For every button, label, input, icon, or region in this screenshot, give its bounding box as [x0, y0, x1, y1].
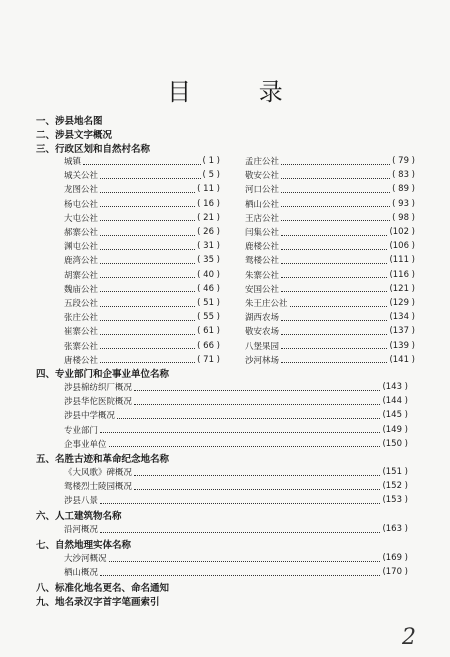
toc-entry: [64, 169, 220, 181]
section-heading-2: 二、涉县文字概况: [36, 130, 113, 141]
leader-dots: [281, 271, 387, 278]
leader-dots: [100, 426, 380, 433]
toc-entry: [64, 325, 220, 337]
toc-entry-page: (144 ): [382, 396, 408, 407]
toc-entry: [64, 155, 220, 167]
leader-dots: [100, 214, 195, 221]
toc-entry-page: (169 ): [382, 553, 408, 563]
toc-entry-name: 安国公社: [245, 284, 280, 295]
section-heading-4: 四、专业部门和企事业单位名称: [36, 369, 170, 380]
toc-entry-name: 大沙河概况: [64, 554, 107, 564]
leader-dots: [281, 186, 390, 193]
leader-dots: [100, 300, 195, 307]
toc-entry-name: 闫集公社: [245, 228, 280, 238]
leader-dots: [100, 257, 195, 264]
toc-entry-page: (143 ): [382, 382, 408, 392]
toc-entry-name: 鹿楼公社: [245, 242, 280, 253]
leader-dots: [134, 398, 380, 405]
section-heading-3: 三、行政区划和自然村名称: [36, 144, 151, 155]
toc-entry: [64, 254, 220, 266]
toc-entry-page: ( 11 ): [197, 184, 220, 195]
toc-entry: [245, 254, 415, 266]
toc-entry-page: (163 ): [382, 524, 408, 534]
toc-entry-page: ( 61 ): [197, 326, 220, 337]
section-heading-9: 九、地名录汉字首字笔画索引: [36, 597, 160, 608]
toc-entry-name: 张庄公社: [64, 313, 99, 324]
toc-entry-page: (151 ): [382, 467, 408, 477]
toc-entry: [245, 269, 415, 281]
toc-entry-name: 王店公社: [245, 213, 280, 224]
toc-entry-page: ( 66 ): [197, 340, 220, 351]
toc-entry-name: 敬安农场: [245, 327, 280, 338]
leader-dots: [100, 328, 195, 335]
toc-entry: [64, 566, 408, 578]
toc-entry: [245, 226, 415, 238]
page-title: 目 录: [167, 78, 313, 106]
toc-entry-name: 鸳楼公社: [245, 256, 280, 267]
toc-entry-page: ( 83 ): [392, 170, 415, 181]
toc-entry-page: ( 98 ): [392, 212, 415, 223]
leader-dots: [281, 229, 387, 236]
toc-entry-name: 朱寨公社: [245, 270, 280, 281]
toc-entry: [64, 395, 408, 407]
toc-entry-name: 沙河林场: [245, 355, 280, 366]
toc-entry: [64, 269, 220, 281]
leader-dots: [281, 356, 387, 363]
leader-dots: [100, 172, 201, 179]
leader-dots: [290, 300, 388, 307]
toc-entry-name: 魏庙公社: [64, 284, 99, 295]
toc-entry-page: (150 ): [382, 438, 408, 449]
toc-entry: [64, 409, 408, 421]
toc-entry-page: ( 40 ): [197, 269, 220, 280]
toc-entry: [64, 283, 220, 295]
toc-entry-name: 大屯公社: [64, 213, 99, 224]
toc-entry: [245, 212, 415, 224]
leader-dots: [100, 314, 195, 321]
leader-dots: [100, 342, 195, 349]
section-heading-7: 七、自然地理实体名称: [36, 540, 132, 551]
toc-entry-name: 朱王庄公社: [245, 299, 288, 309]
toc-entry: [64, 240, 220, 252]
toc-entry-page: ( 93 ): [392, 198, 415, 209]
leader-dots: [109, 555, 381, 562]
toc-entry: [64, 552, 408, 564]
toc-entry-page: ( 26 ): [197, 227, 220, 237]
section-heading-8: 八、标准化地名更名、命名通知: [36, 583, 170, 594]
leader-dots: [100, 356, 195, 363]
toc-entry-page: ( 1 ): [202, 156, 220, 166]
leader-dots: [281, 243, 387, 250]
toc-entry: [245, 155, 415, 167]
leader-dots: [100, 243, 195, 250]
toc-entry: [64, 494, 408, 506]
toc-entry: [64, 381, 408, 393]
toc-entry-name: 专业部门: [64, 425, 99, 436]
toc-entry-name: 《大风歌》碑概况: [64, 468, 133, 478]
leader-dots: [109, 440, 381, 447]
toc-entry-page: ( 46 ): [197, 283, 220, 294]
toc-entry-page: (170 ): [382, 567, 408, 578]
toc-entry: [64, 340, 220, 352]
toc-entry-page: ( 5 ): [202, 170, 220, 181]
toc-entry-name: 渊屯公社: [64, 242, 99, 253]
toc-entry-page: (134 ): [389, 312, 415, 323]
toc-entry-page: (137 ): [389, 326, 415, 337]
section-heading-5: 五、名胜古迹和革命纪念地名称: [36, 454, 170, 465]
leader-dots: [100, 200, 195, 207]
leader-dots: [100, 526, 380, 533]
toc-entry: [64, 212, 220, 224]
toc-entry-page: ( 21 ): [197, 212, 220, 223]
toc-entry-name: 鸳楼烈士陵园概况: [64, 482, 133, 493]
toc-entry: [245, 169, 415, 181]
toc-entry-page: (139 ): [389, 340, 415, 351]
toc-entry-page: (116 ): [389, 269, 415, 280]
toc-entry: [64, 198, 220, 210]
toc-entry-name: 栖山公社: [245, 199, 280, 210]
toc-entry: [64, 466, 408, 478]
toc-entry-name: 唐楼公社: [64, 355, 99, 366]
toc-entry-page: (111 ): [389, 255, 415, 266]
toc-entry: [64, 183, 220, 195]
toc-entry-page: ( 16 ): [197, 198, 220, 209]
toc-entry-name: 城镇: [64, 157, 82, 167]
toc-entry: [245, 354, 415, 366]
leader-dots: [134, 483, 380, 490]
leader-dots: [281, 257, 387, 264]
toc-entry-page: (106 ): [389, 241, 415, 252]
toc-entry-page: (153 ): [382, 495, 408, 506]
leader-dots: [281, 158, 390, 165]
toc-entry-name: 敬安公社: [245, 171, 280, 182]
leader-dots: [100, 271, 195, 278]
toc-entry-name: 崔寨公社: [64, 327, 99, 338]
leader-dots: [100, 186, 195, 193]
leader-dots: [281, 328, 387, 335]
toc-entry-name: 湖西农场: [245, 313, 280, 324]
section-heading-1: 一、涉县地名图: [36, 116, 103, 127]
toc-entry-name: 涉县八景: [64, 496, 99, 507]
toc-entry-page: ( 89 ): [392, 184, 415, 195]
leader-dots: [281, 172, 390, 179]
toc-entry-name: 城关公社: [64, 171, 99, 182]
toc-entry: [64, 523, 408, 535]
toc-entry-page: ( 71 ): [197, 354, 220, 365]
toc-entry-name: 涉县中学概况: [64, 411, 116, 422]
toc-entry: [64, 424, 408, 436]
toc-entry-page: ( 31 ): [197, 241, 220, 252]
toc-entry-name: 沿河概况: [64, 525, 99, 535]
toc-entry-name: 涉县棉纺织厂概况: [64, 383, 133, 393]
toc-entry-page: (152 ): [382, 481, 408, 492]
toc-entry-name: 胡寨公社: [64, 270, 99, 281]
toc-entry-page: (102 ): [389, 227, 415, 237]
toc-entry: [64, 438, 408, 450]
leader-dots: [134, 469, 380, 476]
toc-entry: [245, 325, 415, 337]
leader-dots: [281, 285, 387, 292]
toc-entry-name: 八堡果园: [245, 341, 280, 352]
toc-entry: [245, 311, 415, 323]
toc-entry: [64, 297, 220, 309]
handwritten-page-number: 2: [402, 625, 416, 650]
toc-entry-page: ( 51 ): [197, 298, 220, 308]
leader-dots: [83, 158, 201, 165]
section-heading-6: 六、人工建筑物名称: [36, 511, 122, 522]
toc-entry-name: 五段公社: [64, 299, 99, 309]
leader-dots: [100, 285, 195, 292]
toc-entry-name: 杨屯公社: [64, 199, 99, 210]
toc-entry-name: 龙图公社: [64, 185, 99, 196]
toc-entry-name: 企事业单位: [64, 439, 107, 450]
toc-entry: [245, 240, 415, 252]
toc-entry-page: ( 79 ): [392, 156, 415, 166]
toc-entry: [245, 198, 415, 210]
toc-entry: [64, 354, 220, 366]
toc-entry-name: 涉县华佗医院概况: [64, 397, 133, 408]
leader-dots: [100, 569, 380, 576]
toc-entry-page: (149 ): [382, 424, 408, 435]
leader-dots: [281, 214, 390, 221]
toc-entry-page: (145 ): [382, 410, 408, 421]
toc-entry-name: 孟庄公社: [245, 157, 280, 167]
leader-dots: [281, 200, 390, 207]
leader-dots: [281, 314, 387, 321]
toc-entry-page: (129 ): [389, 298, 415, 308]
toc-entry: [64, 480, 408, 492]
leader-dots: [134, 384, 380, 391]
leader-dots: [117, 412, 380, 419]
toc-entry: [245, 297, 415, 309]
toc-entry-name: 张寨公社: [64, 341, 99, 352]
toc-entry: [64, 226, 220, 238]
toc-entry-name: 河口公社: [245, 185, 280, 196]
toc-entry: [64, 311, 220, 323]
toc-entry: [245, 283, 415, 295]
toc-entry: [245, 183, 415, 195]
toc-entry-page: (141 ): [389, 354, 415, 365]
leader-dots: [100, 229, 195, 236]
toc-entry-name: 栖山概况: [64, 568, 99, 579]
leader-dots: [100, 497, 380, 504]
leader-dots: [281, 342, 387, 349]
toc-entry-name: 郝寨公社: [64, 228, 99, 238]
toc-entry-page: ( 55 ): [197, 312, 220, 323]
toc-entry-page: ( 35 ): [197, 255, 220, 266]
toc-entry-page: (121 ): [389, 283, 415, 294]
toc-entry-name: 鹿湾公社: [64, 256, 99, 267]
toc-entry: [245, 340, 415, 352]
